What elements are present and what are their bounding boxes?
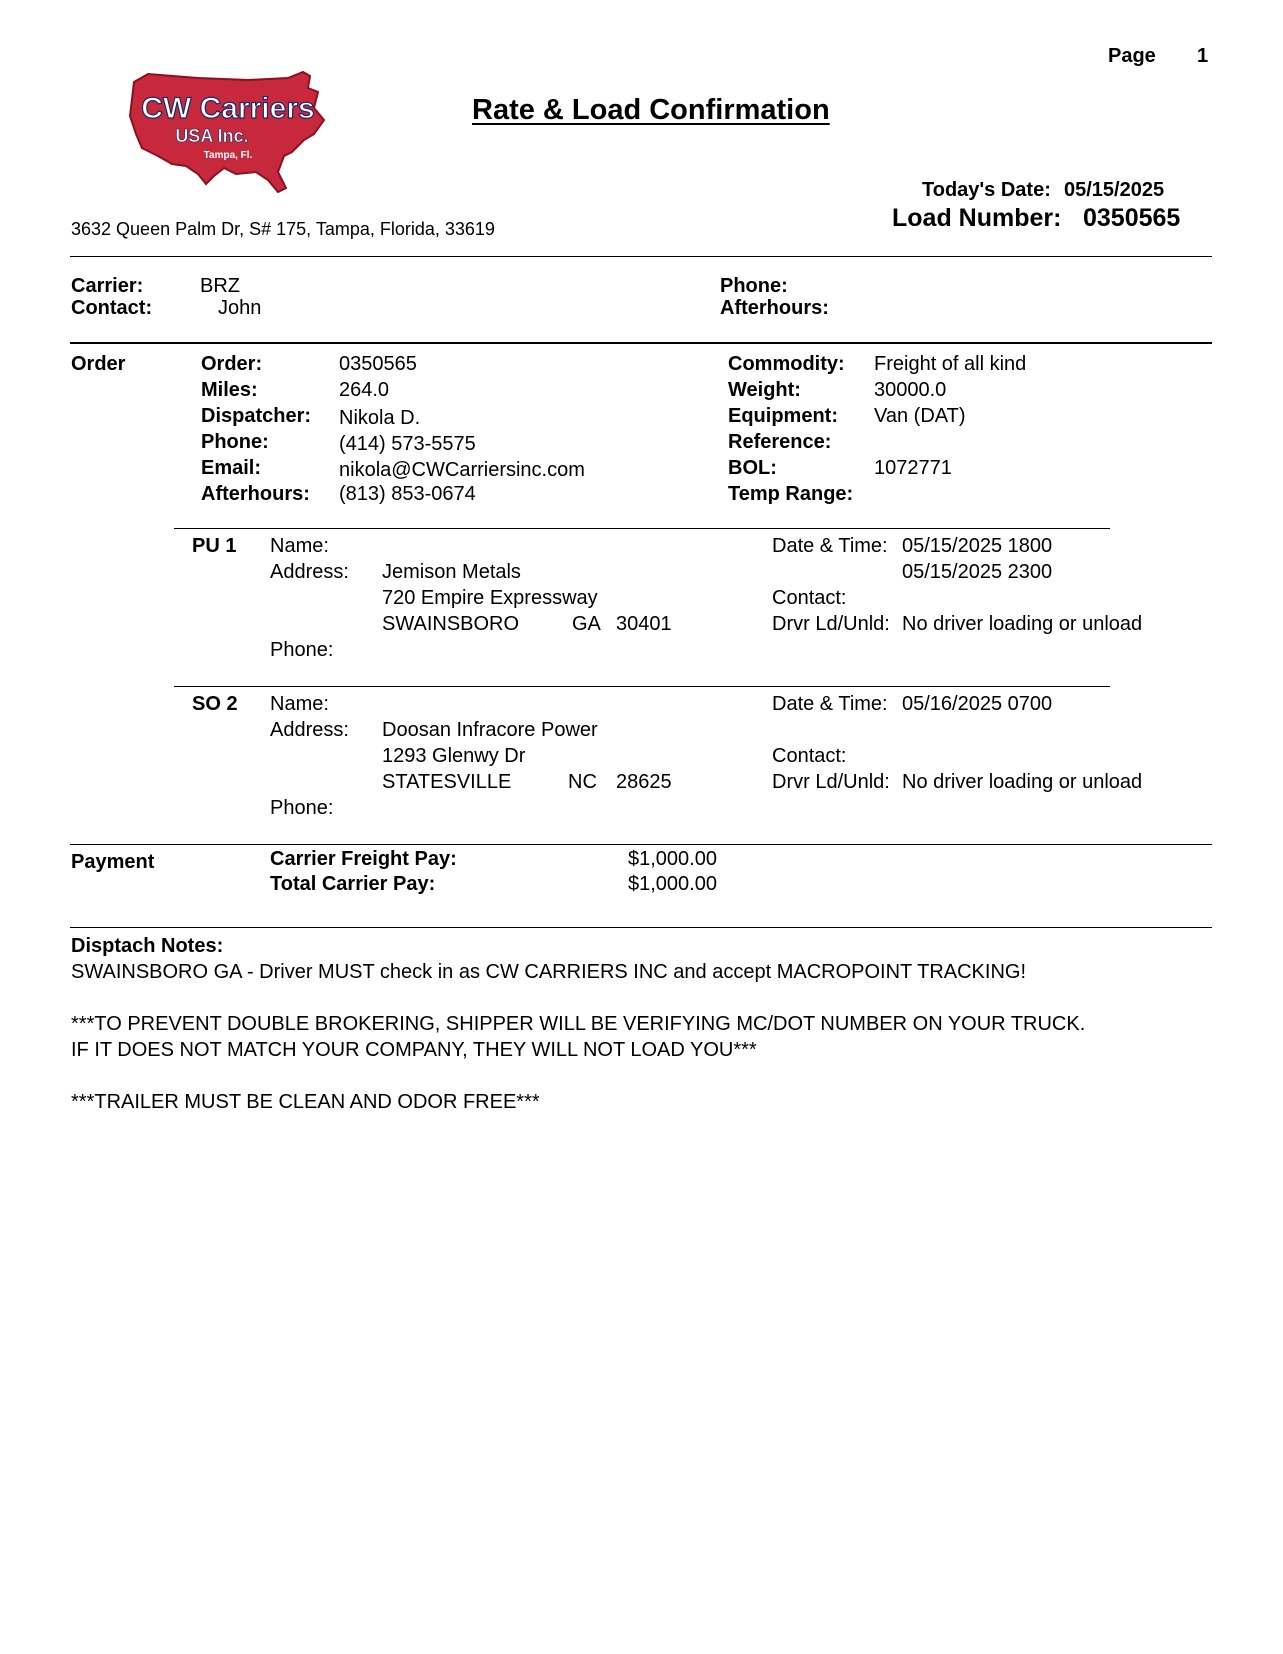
freight-pay-label: Carrier Freight Pay: <box>270 848 457 870</box>
note-line: ***TO PREVENT DOUBLE BROKERING, SHIPPER WILL BE VERIFYING MC/DOT NUMBER ON YOUR TRUCK. <box>71 1013 1086 1035</box>
stop-state: GA <box>572 613 601 635</box>
carrier-label: Carrier: <box>71 275 144 297</box>
freight-pay-value: $1,000.00 <box>628 848 717 870</box>
page-number: 1 <box>1197 45 1209 67</box>
email-label: Email: <box>201 457 262 479</box>
stop-drvr-value: No driver loading or unload <box>902 613 1143 635</box>
note-line: ***TRAILER MUST BE CLEAN AND ODOR FREE*** <box>71 1091 540 1113</box>
stop-contact-label: Contact: <box>772 587 847 609</box>
stop-drvr-value: No driver loading or unload <box>902 771 1143 793</box>
divider <box>70 342 1212 344</box>
reference-label: Reference: <box>728 431 832 453</box>
divider <box>70 256 1212 257</box>
stop-contact-label: Contact: <box>772 745 847 767</box>
stop-address-line: Doosan Infracore Power <box>382 719 598 741</box>
load-number-label: Load Number: <box>892 204 1062 232</box>
carrier-afterhours-label: Afterhours: <box>720 297 829 319</box>
stop-address-label: Address: <box>270 561 349 583</box>
stop-address-line: 1293 Glenwy Dr <box>382 745 526 767</box>
stop-address-line: Jemison Metals <box>382 561 521 583</box>
total-pay-value: $1,000.00 <box>628 873 717 895</box>
page-label: Page <box>1108 45 1156 67</box>
stop-datetime: 05/15/2025 1800 <box>902 535 1053 557</box>
miles-label: Miles: <box>201 379 258 401</box>
bol-value: 1072771 <box>874 457 952 479</box>
stop-code: PU 1 <box>192 535 237 557</box>
weight-value: 30000.0 <box>874 379 947 401</box>
stop-state: NC <box>568 771 597 793</box>
dispatcher-afterhours-value: (813) 853-0674 <box>339 483 476 505</box>
stop-name-label: Name: <box>270 535 329 557</box>
carrier-value: BRZ <box>200 275 240 297</box>
stop-city: SWAINSBORO <box>382 613 520 635</box>
total-pay-label: Total Carrier Pay: <box>270 873 436 895</box>
dispatcher-phone-label: Phone: <box>201 431 269 453</box>
todays-date-value: 05/15/2025 <box>1064 179 1165 201</box>
payment-section-label: Payment <box>71 851 155 873</box>
load-number-value: 0350565 <box>1083 204 1181 232</box>
stop-datetime-label: Date & Time: <box>772 693 888 715</box>
bol-label: BOL: <box>728 457 777 479</box>
commodity-label: Commodity: <box>728 353 845 375</box>
email-value: nikola@CWCarriersinc.com <box>339 459 585 481</box>
logo-line1: CW Carriers <box>141 92 315 125</box>
company-logo <box>128 68 328 194</box>
stop-code: SO 2 <box>192 693 238 715</box>
carrier-phone-label: Phone: <box>720 275 788 297</box>
document-title: Rate & Load Confirmation <box>472 94 830 126</box>
stop-phone-label: Phone: <box>270 639 334 661</box>
stop-datetime-label: Date & Time: <box>772 535 888 557</box>
equipment-value: Van (DAT) <box>874 405 966 427</box>
stop-address-label: Address: <box>270 719 349 741</box>
dispatcher-afterhours-label: Afterhours: <box>201 483 310 505</box>
contact-label: Contact: <box>71 297 153 319</box>
stop-drvr-label: Drvr Ld/Unld: <box>772 613 890 635</box>
order-label: Order: <box>201 353 263 375</box>
dispatcher-value: Nikola D. <box>339 407 421 429</box>
logo-line2: USA Inc. <box>175 126 249 146</box>
commodity-value: Freight of all kind <box>874 353 1027 375</box>
dispatcher-label: Dispatcher: <box>201 405 312 427</box>
note-line: IF IT DOES NOT MATCH YOUR COMPANY, THEY WILL NOT LOAD YOU*** <box>71 1039 757 1061</box>
note-line: SWAINSBORO GA - Driver MUST check in as CW CARRIERS INC and accept MACROPOINT TRACKING! <box>71 961 1026 983</box>
stop-address-line: 720 Empire Expressway <box>382 587 598 609</box>
notes-label: Disptach Notes: <box>71 935 224 957</box>
divider <box>70 844 1212 845</box>
order-value: 0350565 <box>339 353 417 375</box>
stop-city: STATESVILLE <box>382 771 512 793</box>
stop-zip: 28625 <box>616 771 672 793</box>
dispatcher-phone-value: (414) 573-5575 <box>339 433 476 455</box>
stop-drvr-label: Drvr Ld/Unld: <box>772 771 890 793</box>
logo-line3: Tampa, Fl. <box>203 150 253 161</box>
divider <box>174 528 1110 529</box>
contact-value: John <box>218 297 262 319</box>
temp-range-label: Temp Range: <box>728 483 854 505</box>
equipment-label: Equipment: <box>728 405 838 427</box>
company-address: 3632 Queen Palm Dr, S# 175, Tampa, Florida, 33619 <box>71 219 495 239</box>
divider <box>174 686 1110 687</box>
todays-date-label: Today's Date: <box>922 179 1051 201</box>
stop-datetime: 05/16/2025 0700 <box>902 693 1053 715</box>
stop-datetime: 05/15/2025 2300 <box>902 561 1053 583</box>
divider <box>70 927 1212 928</box>
stop-phone-label: Phone: <box>270 797 334 819</box>
order-section-label: Order <box>71 353 126 375</box>
stop-zip: 30401 <box>616 613 672 635</box>
miles-value: 264.0 <box>339 379 390 401</box>
stop-name-label: Name: <box>270 693 329 715</box>
weight-label: Weight: <box>728 379 801 401</box>
